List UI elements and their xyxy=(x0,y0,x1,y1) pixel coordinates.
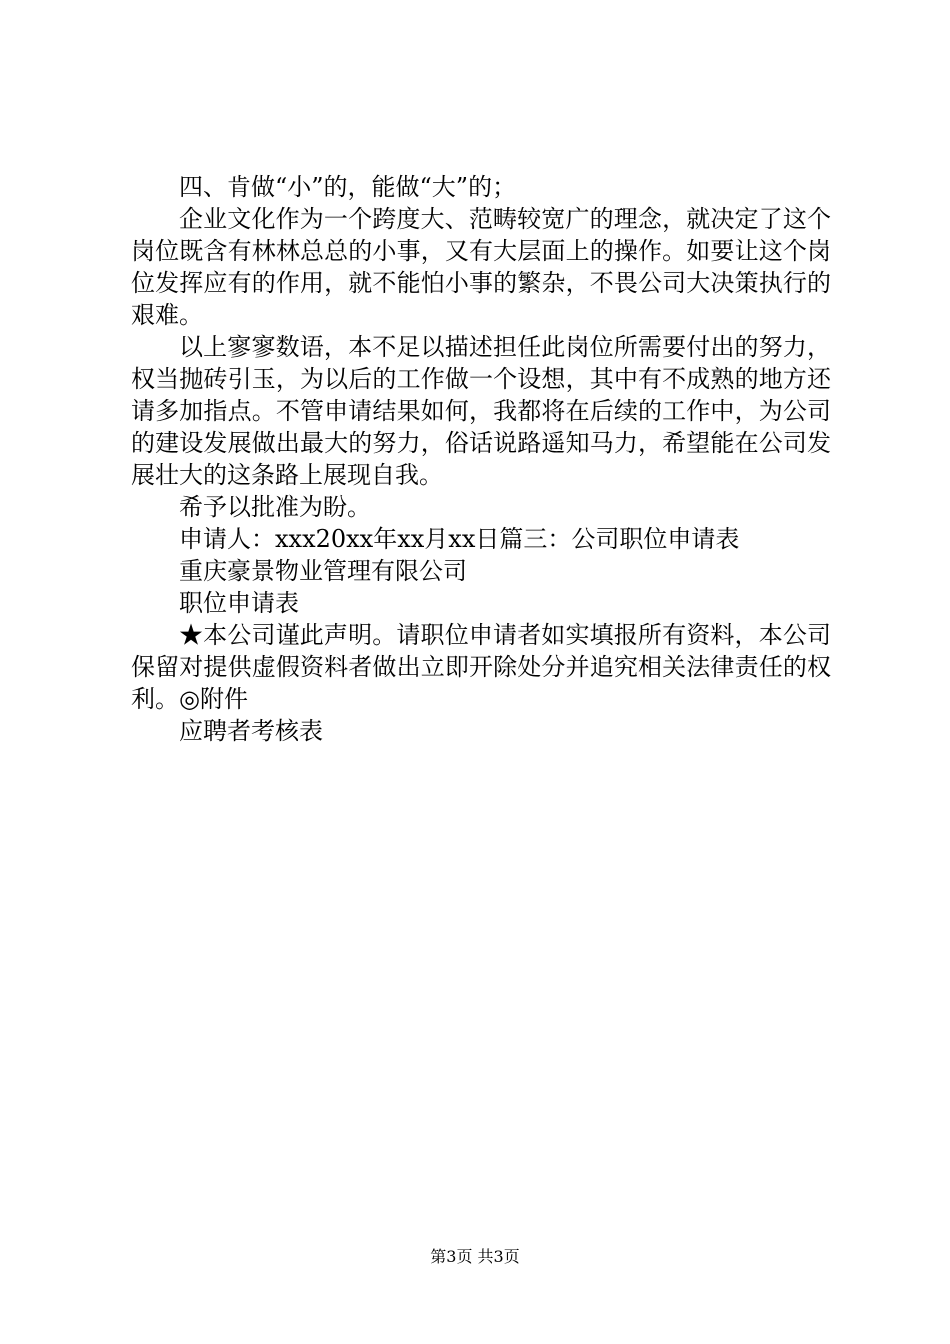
body-paragraph: 企业文化作为一个跨度大、范畴较宽广的理念，就决定了这个岗位既含有林林总总的小事，又有大层面上的操作。如要让这个岗位发挥应有的作用，就不能怕小事的繁杂，不畏公司大决策执行的艰难。 xyxy=(131,205,831,329)
appendix-title: 应聘者考核表 xyxy=(179,717,323,745)
page-footer: 第3页 共3页 xyxy=(430,1247,520,1266)
document-body xyxy=(131,171,831,747)
form-title: 职位申请表 xyxy=(179,589,299,617)
body-paragraph: 以上寥寥数语，本不足以描述担任此岗位所需要付出的努力，权当抛砖引玉，为以后的工作做一个设想，其中有不成熟的地方还请多加指点。不管申请结果如何，我都将在后续的工作中，为公司的建设发展做出最大的努力，俗话说路遥知马力，希望能在公司发展壮大的这条路上展现自我。 xyxy=(131,333,831,489)
closing-line: 希予以批准为盼。 xyxy=(179,493,371,521)
section-heading: 四、肯做“小”的，能做“大”的； xyxy=(179,173,517,201)
company-name: 重庆豪景物业管理有限公司 xyxy=(179,557,467,585)
applicant-line: 申请人：xxx20xx年xx月xx日篇三：公司职位申请表 xyxy=(179,525,740,553)
declaration-paragraph: ★本公司谨此声明。请职位申请者如实填报所有资料，本公司保留对提供虚假资料者做出立即开除处分并追究相关法律责任的权利。◎附件 xyxy=(131,621,831,713)
